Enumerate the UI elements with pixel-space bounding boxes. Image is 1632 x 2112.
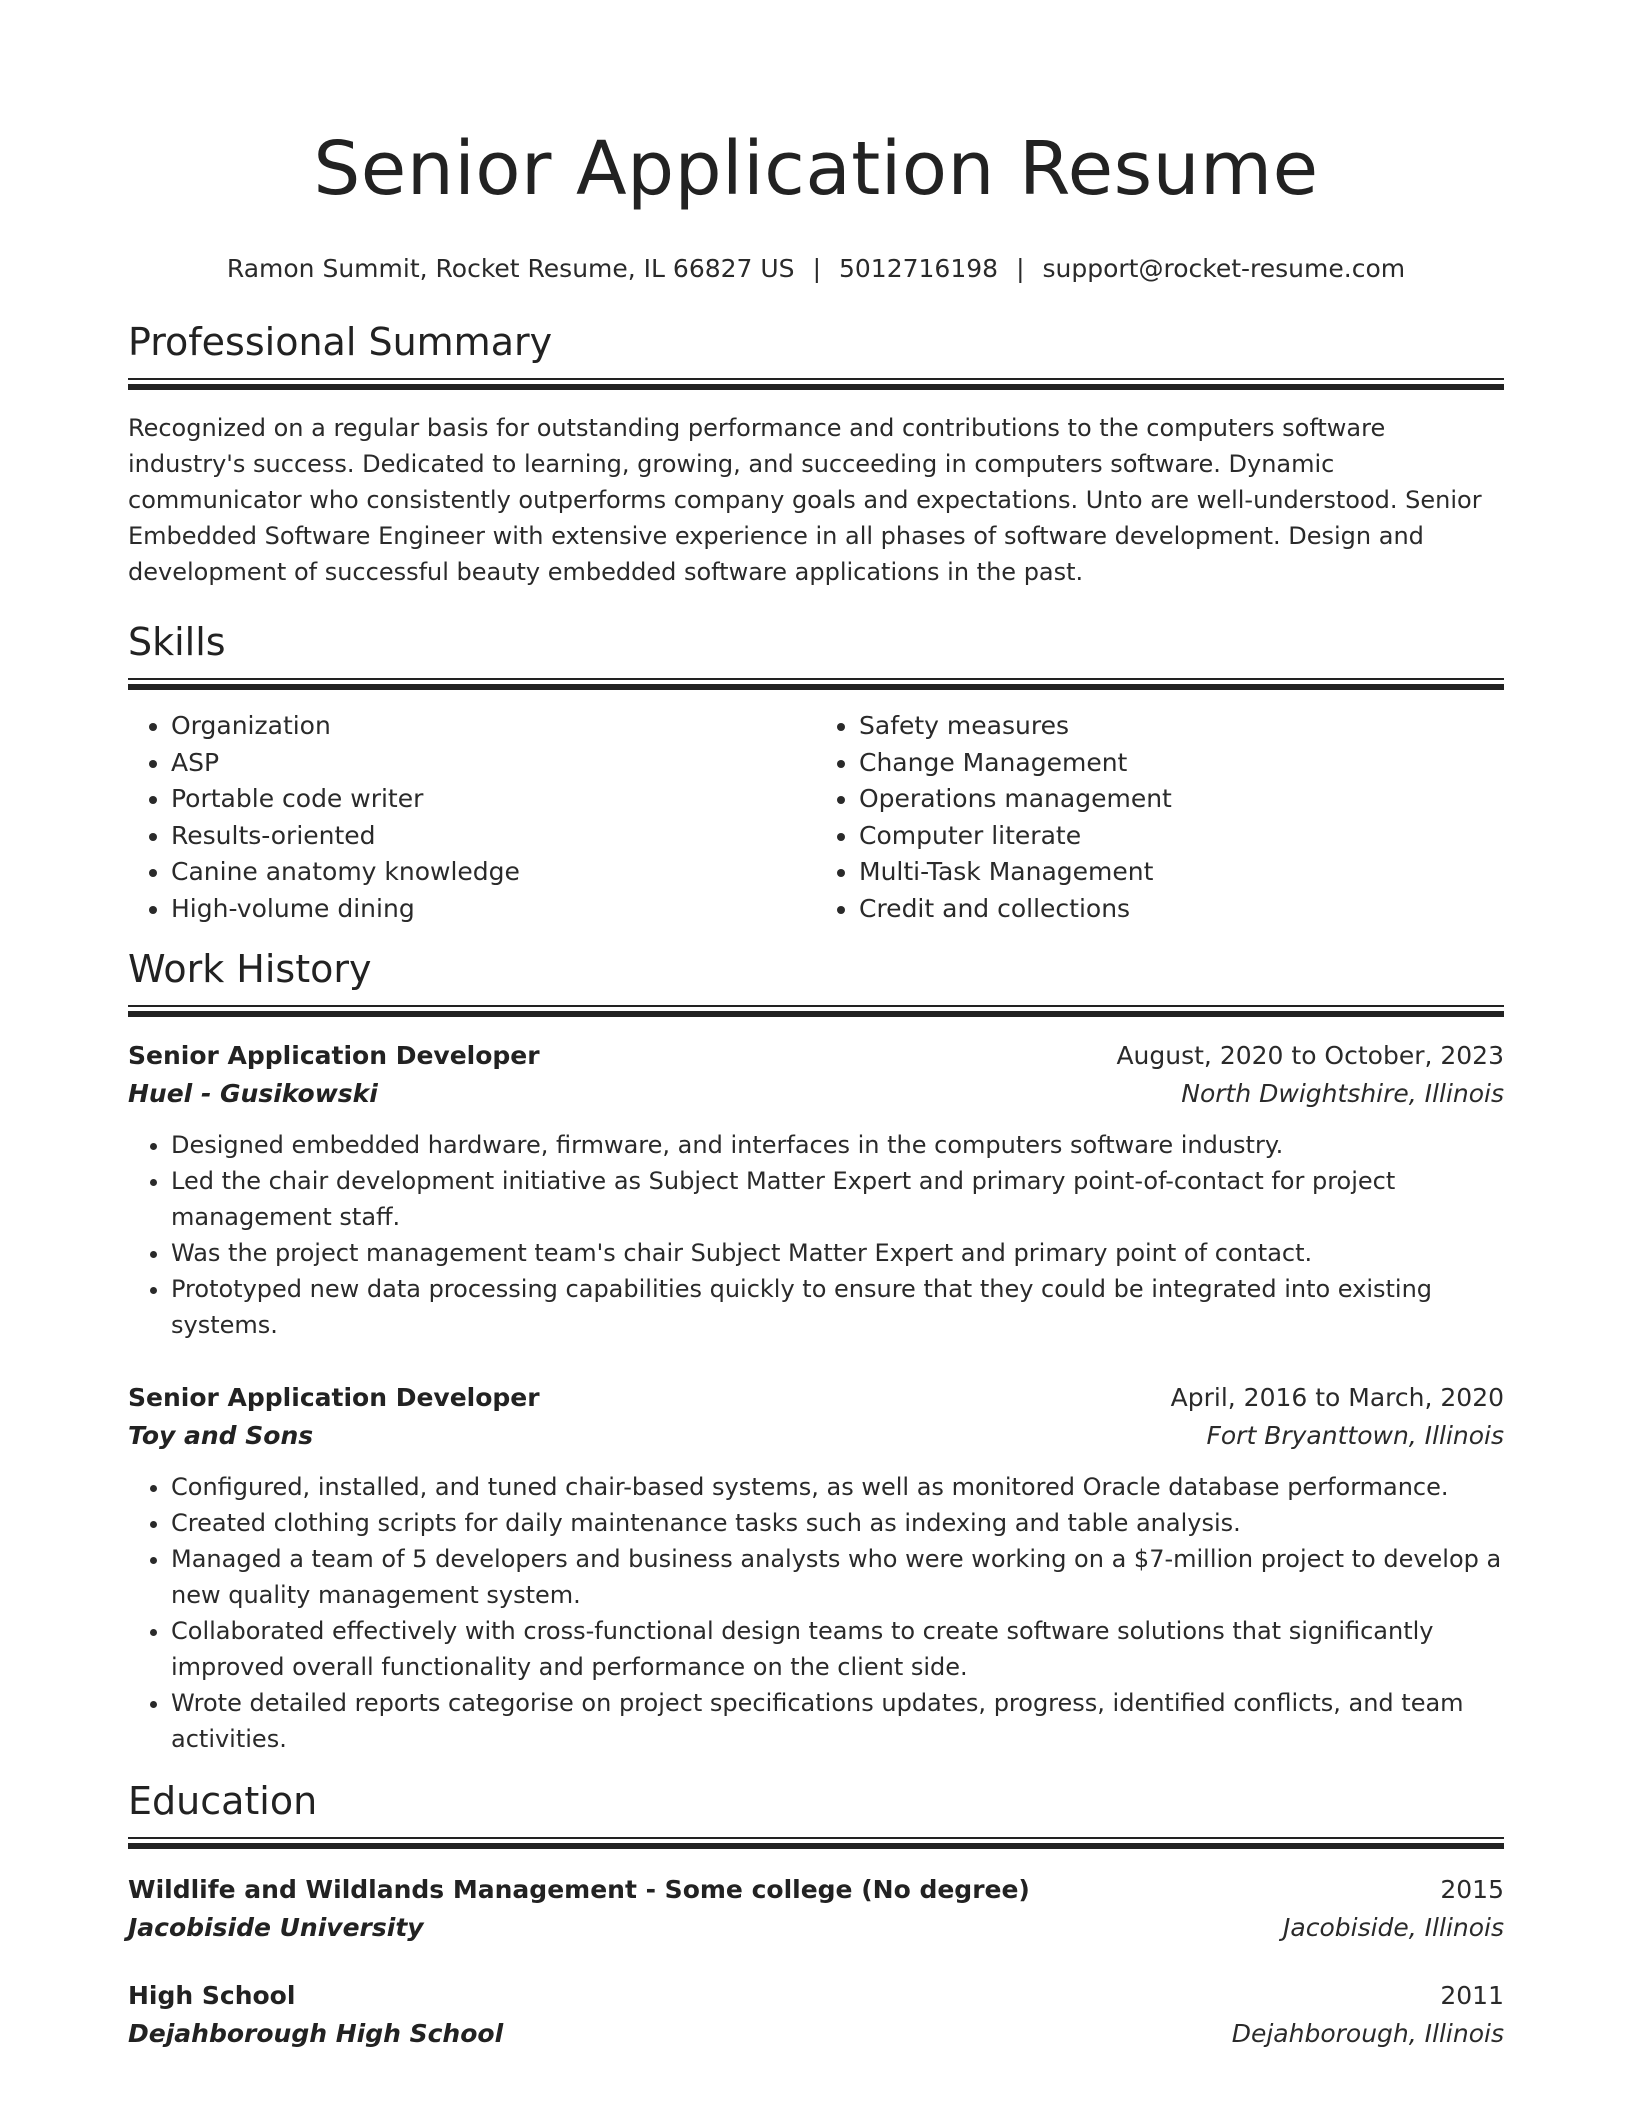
summary-section xyxy=(128,318,1504,590)
education-year: 2015 xyxy=(1440,1875,1504,1904)
job-bullets xyxy=(128,1127,1504,1343)
skill-item: • Multi-Task Management xyxy=(859,854,1504,891)
resume-title: Senior Application Resume xyxy=(313,126,1319,212)
job-bullets xyxy=(128,1469,1504,1757)
job-bullet: • Was the project management team's chair Subject Matter Expert and primary point of contact. xyxy=(171,1235,1504,1271)
skill-item: • Credit and collections xyxy=(859,891,1504,928)
skills-columns xyxy=(128,708,1504,927)
job-bullet: • Wrote detailed reports categorise on project specifications updates, progress, identified conflicts, and team activities. xyxy=(171,1685,1504,1757)
job-location: North Dwightshire, Illinois xyxy=(1181,1079,1504,1108)
job-bullet: • Led the chair development initiative as Subject Matter Expert and primary point-of-contact for project management staff. xyxy=(171,1163,1504,1235)
skill-item: • Computer literate xyxy=(859,818,1504,855)
skills-section xyxy=(128,618,1504,927)
job-dates: August, 2020 to October, 2023 xyxy=(1116,1041,1504,1070)
summary-text: Recognized on a regular basis for outstanding performance and contributions to the computers software industry's success. Dedicated to learning, growing, and succeeding in computers software. Dynamic communicator who consistently outperforms company goals and expectations. Unto are well-understood. Senior Embedded Software Engineer with extensive experience in all phases of software development. Design and development of successful beauty embedded software applications in the past. xyxy=(128,414,1482,586)
job-company: Huel - Gusikowski xyxy=(128,1079,378,1108)
work-history-heading: Work History xyxy=(128,947,372,991)
skills-list-right xyxy=(816,708,1504,927)
job-bullet: • Configured, installed, and tuned chair-based systems, as well as monitored Oracle database performance. xyxy=(171,1469,1504,1505)
skill-item: • Organization xyxy=(171,708,816,745)
contact-email: support@rocket-resume.com xyxy=(1042,254,1406,283)
education-location: Jacobiside, Illinois xyxy=(1283,1913,1504,1942)
contact-line xyxy=(128,252,1504,286)
skill-item: • ASP xyxy=(171,745,816,782)
job-location: Fort Bryanttown, Illinois xyxy=(1206,1421,1504,1450)
summary-heading: Professional Summary xyxy=(128,320,553,364)
work-history-section xyxy=(128,945,1504,1757)
education-location: Dejahborough, Illinois xyxy=(1231,2019,1504,2048)
job-bullet: • Designed embedded hardware, firmware, and interfaces in the computers software industry. xyxy=(171,1127,1504,1163)
job-title: Senior Application Developer xyxy=(128,1383,540,1412)
education-school: Jacobiside University xyxy=(128,1913,424,1942)
job-entry xyxy=(128,1037,1504,1343)
skills-heading: Skills xyxy=(128,620,226,664)
contact-separator: | xyxy=(812,254,821,283)
section-divider xyxy=(128,1837,1504,1849)
skills-list-left xyxy=(128,708,816,927)
job-bullet: • Managed a team of 5 developers and business analysts who were working on a $7-million project to develop a new quality management system. xyxy=(171,1541,1504,1613)
skill-item: • Operations management xyxy=(859,781,1504,818)
job-bullet: • Prototyped new data processing capabilities quickly to ensure that they could be integrated into existing systems. xyxy=(171,1271,1504,1343)
education-section xyxy=(128,1777,1504,2053)
skill-item: • Portable code writer xyxy=(171,781,816,818)
education-degree: Wildlife and Wildlands Management - Some college (No degree) xyxy=(128,1875,1030,1904)
job-dates: April, 2016 to March, 2020 xyxy=(1170,1383,1504,1412)
skill-item: • Safety measures xyxy=(859,708,1504,745)
skill-item: • Canine anatomy knowledge xyxy=(171,854,816,891)
job-company: Toy and Sons xyxy=(128,1421,314,1450)
contact-address: Ramon Summit, Rocket Resume, IL 66827 US xyxy=(226,254,795,283)
contact-separator: | xyxy=(1016,254,1025,283)
section-divider xyxy=(128,678,1504,690)
education-school: Dejahborough High School xyxy=(128,2019,504,2048)
contact-phone: 5012716198 xyxy=(839,254,999,283)
skill-item: • High-volume dining xyxy=(171,891,816,928)
skill-item: • Change Management xyxy=(859,745,1504,782)
section-divider xyxy=(128,1005,1504,1017)
skill-item: • Results-oriented xyxy=(171,818,816,855)
education-year: 2011 xyxy=(1440,1981,1504,2010)
job-bullet: • Created clothing scripts for daily maintenance tasks such as indexing and table analysis. xyxy=(171,1505,1504,1541)
job-bullet: • Collaborated effectively with cross-functional design teams to create software solutions that significantly improved overall functionality and performance on the client side. xyxy=(171,1613,1504,1685)
education-entry xyxy=(128,1871,1504,1947)
job-entry xyxy=(128,1379,1504,1757)
education-degree: High School xyxy=(128,1981,296,2010)
education-heading: Education xyxy=(128,1779,318,1823)
education-entry xyxy=(128,1977,1504,2053)
job-title: Senior Application Developer xyxy=(128,1041,540,1070)
section-divider xyxy=(128,378,1504,390)
